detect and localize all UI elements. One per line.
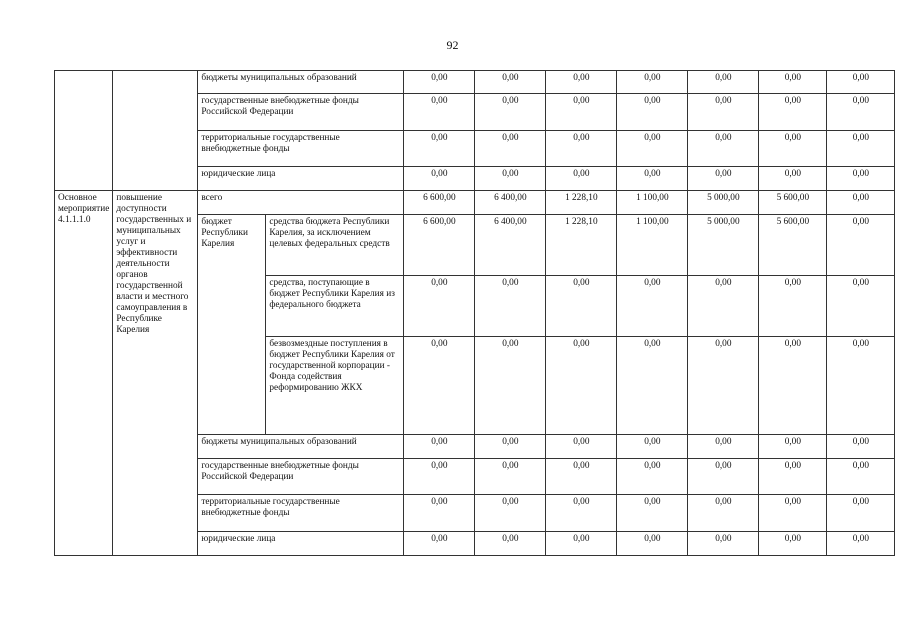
value-cell: 6 600,00 [404, 191, 475, 215]
value-cell: 0,00 [827, 167, 895, 191]
value-cell: 0,00 [759, 459, 827, 495]
value-cell: 0,00 [759, 131, 827, 167]
value-cell: 0,00 [617, 495, 688, 532]
value-cell: 0,00 [688, 94, 759, 131]
value-cell: 0,00 [546, 495, 617, 532]
value-cell: 0,00 [404, 131, 475, 167]
source-label: территориальные государственные внебюджетные фонды [198, 131, 404, 167]
value-cell: 0,00 [475, 532, 546, 556]
subsource-label: безвозмездные поступления в бюджет Республики Карелия от государственной корпорации - Фонда содействия реформированию ЖКХ [266, 337, 404, 435]
value-cell: 0,00 [617, 276, 688, 337]
value-cell: 0,00 [404, 167, 475, 191]
value-cell: 0,00 [827, 337, 895, 435]
value-cell: 0,00 [827, 131, 895, 167]
value-cell: 0,00 [404, 435, 475, 459]
value-cell: 0,00 [404, 532, 475, 556]
value-cell: 0,00 [827, 532, 895, 556]
source-label: юридические лица [198, 167, 404, 191]
source-label: территориальные государственные внебюджетные фонды [198, 495, 404, 532]
value-cell: 0,00 [688, 337, 759, 435]
value-cell: 0,00 [617, 435, 688, 459]
value-cell: 0,00 [546, 532, 617, 556]
value-cell: 0,00 [617, 71, 688, 94]
value-cell: 0,00 [546, 94, 617, 131]
value-cell: 5 000,00 [688, 215, 759, 276]
source-label: бюджеты муниципальных образований [198, 71, 404, 94]
value-cell: 0,00 [475, 495, 546, 532]
value-cell: 0,00 [617, 459, 688, 495]
value-cell: 0,00 [404, 94, 475, 131]
value-cell: 0,00 [617, 94, 688, 131]
value-cell: 0,00 [688, 459, 759, 495]
source-label: бюджеты муниципальных образований [198, 435, 404, 459]
value-cell: 0,00 [404, 337, 475, 435]
value-cell: 5 000,00 [688, 191, 759, 215]
value-cell: 0,00 [546, 71, 617, 94]
value-cell: 0,00 [546, 131, 617, 167]
value-cell: 0,00 [617, 131, 688, 167]
value-cell: 0,00 [827, 94, 895, 131]
value-cell: 0,00 [546, 435, 617, 459]
page-number: 92 [446, 38, 459, 52]
value-cell: 0,00 [546, 167, 617, 191]
value-cell: 0,00 [827, 435, 895, 459]
source-label: государственные внебюджетные фонды Российской Федерации [198, 459, 404, 495]
status-cell-empty [55, 71, 113, 191]
value-cell: 0,00 [475, 167, 546, 191]
value-cell: 1 228,10 [546, 215, 617, 276]
value-cell: 0,00 [475, 435, 546, 459]
value-cell: 0,00 [827, 459, 895, 495]
value-cell: 0,00 [546, 276, 617, 337]
total-label: всего [198, 191, 404, 215]
value-cell: 0,00 [759, 532, 827, 556]
value-cell: 0,00 [475, 337, 546, 435]
value-cell: 0,00 [688, 532, 759, 556]
value-cell: 0,00 [688, 131, 759, 167]
value-cell: 0,00 [759, 276, 827, 337]
rk-budget-label: бюджет Республики Карелия [198, 215, 266, 435]
value-cell: 0,00 [688, 167, 759, 191]
value-cell: 0,00 [759, 337, 827, 435]
name-cell-empty [113, 71, 198, 191]
subsource-label: средства, поступающие в бюджет Республики Карелия из федерального бюджета [266, 276, 404, 337]
value-cell: 0,00 [617, 167, 688, 191]
value-cell: 0,00 [404, 459, 475, 495]
value-cell: 0,00 [475, 94, 546, 131]
value-cell: 0,00 [688, 495, 759, 532]
value-cell: 0,00 [759, 94, 827, 131]
value-cell: 0,00 [688, 276, 759, 337]
value-cell: 0,00 [475, 459, 546, 495]
value-cell: 1 100,00 [617, 215, 688, 276]
value-cell: 0,00 [617, 532, 688, 556]
subsource-label: средства бюджета Республики Карелия, за исключением целевых федеральных средств [266, 215, 404, 276]
value-cell: 0,00 [688, 435, 759, 459]
value-cell: 1 100,00 [617, 191, 688, 215]
value-cell: 0,00 [827, 71, 895, 94]
value-cell: 0,00 [759, 71, 827, 94]
value-cell: 0,00 [827, 495, 895, 532]
source-label: юридические лица [198, 532, 404, 556]
value-cell: 0,00 [827, 191, 895, 215]
value-cell: 0,00 [475, 131, 546, 167]
value-cell: 0,00 [475, 71, 546, 94]
value-cell: 0,00 [827, 215, 895, 276]
value-cell: 0,00 [546, 459, 617, 495]
measure-name: повышение доступности государственных и муниципальных услуг и эффективности деятельности органов государственной власти и местного самоуправления в Республике Карелия [113, 191, 198, 556]
value-cell: 5 600,00 [759, 215, 827, 276]
value-cell: 0,00 [827, 276, 895, 337]
value-cell: 6 400,00 [475, 215, 546, 276]
value-cell: 0,00 [404, 495, 475, 532]
value-cell: 0,00 [688, 71, 759, 94]
value-cell: 0,00 [759, 435, 827, 459]
value-cell: 0,00 [546, 337, 617, 435]
table-row [55, 71, 895, 94]
value-cell: 1 228,10 [546, 191, 617, 215]
value-cell: 6 400,00 [475, 191, 546, 215]
table-row [55, 191, 895, 215]
value-cell: 5 600,00 [759, 191, 827, 215]
source-label: государственные внебюджетные фонды Российской Федерации [198, 94, 404, 131]
value-cell: 0,00 [404, 71, 475, 94]
value-cell: 0,00 [617, 337, 688, 435]
value-cell: 0,00 [404, 276, 475, 337]
measure-status: Основное мероприятие 4.1.1.1.0 [55, 191, 113, 556]
value-cell: 0,00 [759, 495, 827, 532]
value-cell: 0,00 [759, 167, 827, 191]
value-cell: 6 600,00 [404, 215, 475, 276]
budget-table [54, 70, 895, 556]
value-cell: 0,00 [475, 276, 546, 337]
